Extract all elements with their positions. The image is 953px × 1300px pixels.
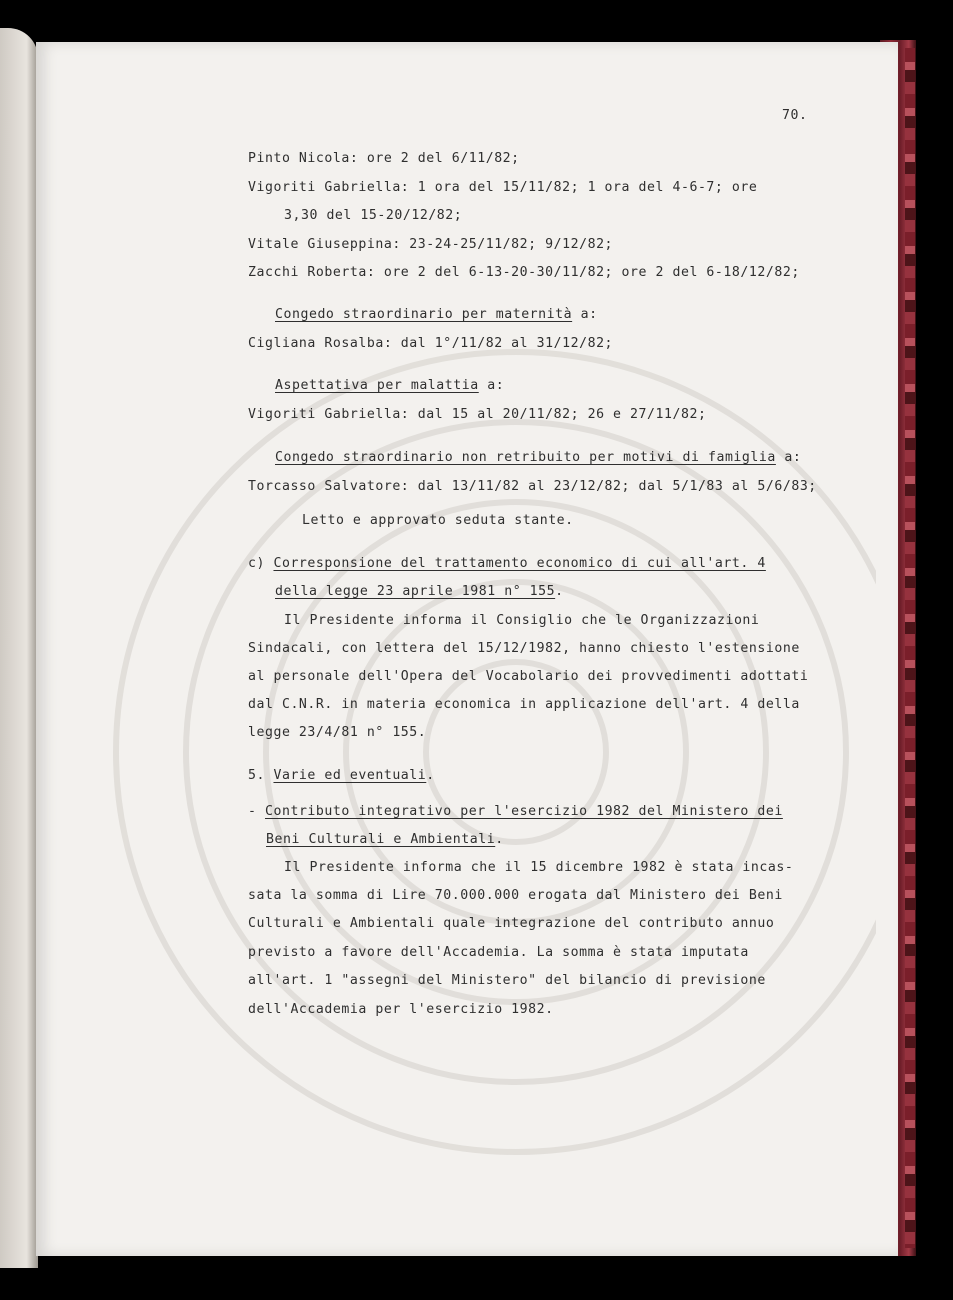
entry-line: Pinto Nicola: ore 2 del 6/11/82; bbox=[248, 151, 520, 166]
sick-leave-line: Vigoriti Gabriella: dal 15 al 20/11/82; 26 e 27/11/82; bbox=[248, 407, 707, 422]
approved-line: Letto e approvato seduta stante. bbox=[302, 513, 574, 528]
family-leave-heading-line bbox=[275, 450, 801, 466]
contributo-title-line bbox=[248, 804, 783, 820]
section-5-marker: 5. bbox=[248, 768, 274, 783]
page-number: 70. bbox=[782, 108, 808, 123]
section-c-title-2: della legge 23 aprile 1981 n° 155 bbox=[275, 584, 556, 599]
section-c-body-line: Sindacali, con lettera del 15/12/1982, hanno chiesto l'estensione bbox=[248, 641, 800, 656]
contributo-title-end: . bbox=[495, 832, 504, 847]
section-c-title-end: . bbox=[555, 584, 564, 599]
sick-leave-suffix: a: bbox=[478, 378, 505, 393]
family-leave-suffix: a: bbox=[775, 450, 802, 465]
entry-line: Vitale Giuseppina: 23-24-25/11/82; 9/12/82; bbox=[248, 237, 614, 252]
contributo-body-line: all'art. 1 "assegni del Ministero" del bilancio di previsione bbox=[248, 973, 766, 988]
section-c-body-line: dal C.N.R. in materia economica in applicazione dell'art. 4 della bbox=[248, 697, 800, 712]
entry-line: Vigoriti Gabriella: 1 ora del 15/11/82; 1 ora del 4-6-7; ore bbox=[248, 180, 758, 195]
section-5-title-line bbox=[248, 768, 435, 784]
entry-line: 3,30 del 15-20/12/82; bbox=[284, 208, 463, 223]
contributo-body-line: dell'Accademia per l'esercizio 1982. bbox=[248, 1002, 554, 1017]
family-leave-heading: Congedo straordinario non retribuito per motivi di famiglia bbox=[275, 450, 776, 465]
section-5-title-end: . bbox=[426, 768, 435, 783]
section-c-title-line bbox=[248, 556, 766, 572]
section-5-title: Varie ed eventuali bbox=[273, 768, 427, 783]
contributo-body-line: Il Presidente informa che il 15 dicembre 1982 è stata incas- bbox=[284, 860, 794, 875]
contributo-body-line: previsto a favore dell'Accademia. La somma è stata imputata bbox=[248, 945, 749, 960]
contributo-title-2: Beni Culturali e Ambientali bbox=[266, 832, 496, 847]
contributo-body-line: Culturali e Ambientali quale integrazione del contributo annuo bbox=[248, 916, 775, 931]
contributo-marker: - bbox=[248, 804, 265, 819]
maternity-line: Cigliana Rosalba: dal 1°/11/82 al 31/12/82; bbox=[248, 336, 614, 351]
section-c-body-line: legge 23/4/81 n° 155. bbox=[248, 725, 427, 740]
contributo-body-line: sata la somma di Lire 70.000.000 erogata dal Ministero dei Beni bbox=[248, 888, 783, 903]
marbled-edge bbox=[905, 48, 915, 1248]
entry-line: Zacchi Roberta: ore 2 del 6-13-20-30/11/82; ore 2 del 6-18/12/82; bbox=[248, 265, 800, 280]
contributo-title-line-2 bbox=[266, 832, 504, 848]
maternity-heading: Congedo straordinario per maternità bbox=[275, 307, 573, 322]
facing-page-edge bbox=[0, 28, 38, 1268]
maternity-heading-line bbox=[275, 307, 598, 323]
section-c-title-line-2 bbox=[275, 584, 564, 600]
section-c-body-line: Il Presidente informa il Consiglio che le Organizzazioni bbox=[284, 613, 760, 628]
section-c-marker: c) bbox=[248, 556, 274, 571]
sick-leave-heading: Aspettativa per malattia bbox=[275, 378, 479, 393]
family-leave-line: Torcasso Salvatore: dal 13/11/82 al 23/12/82; dal 5/1/83 al 5/6/83; bbox=[248, 479, 817, 494]
contributo-title: Contributo integrativo per l'esercizio 1982 del Ministero dei bbox=[264, 804, 783, 819]
document-page bbox=[36, 42, 898, 1256]
maternity-suffix: a: bbox=[572, 307, 598, 322]
section-c-title: Corresponsione del trattamento economico di cui all'art. 4 bbox=[273, 556, 766, 571]
sick-leave-heading-line bbox=[275, 378, 504, 394]
section-c-body-line: al personale dell'Opera del Vocabolario dei provvedimenti adottati bbox=[248, 669, 809, 684]
